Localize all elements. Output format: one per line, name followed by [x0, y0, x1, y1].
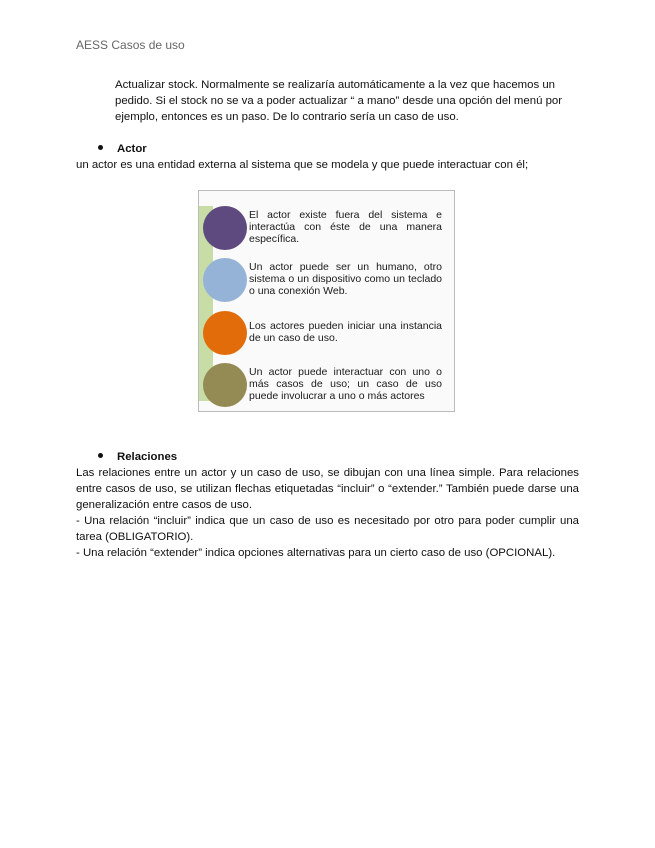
stock-note-paragraph: Actualizar stock. Normalmente se realizaría automáticamente a la vez que hacemos un pedido. Si el stock no se va a poder actualizar “ a mano” desde una opción del menú por ejemplo, entonces es un paso. De lo contrario sería un caso de uso. [115, 79, 563, 123]
circle-purple-icon [203, 206, 247, 250]
bullet-icon [98, 145, 103, 150]
circle-orange-icon [203, 311, 247, 355]
figure-item [203, 311, 448, 359]
actor-intro-paragraph: un actor es una entidad externa al sistema que se modela y que puede interactuar con él; [76, 159, 529, 171]
figure-item-text: Un actor puede ser un humano, otro sistema o un dispositivo como un teclado o una conexión Web. [249, 261, 442, 297]
circle-olive-icon [203, 363, 247, 407]
relaciones-paragraph: - Una relación “extender” indica opciones alternativas para un cierto caso de uso (OPCIONAL). [76, 547, 556, 559]
figure-item [203, 363, 448, 411]
bullet-icon [98, 453, 103, 458]
figure-item [203, 258, 448, 306]
figure-item-text: Los actores pueden iniciar una instancia de un caso de uso. [249, 320, 442, 344]
relaciones-heading [98, 449, 177, 465]
relaciones-paragraph: - Una relación “incluir” indica que un caso de uso es necesitado por otro para poder cumplir una tarea (OBLIGATORIO). [76, 515, 579, 543]
figure-item [203, 206, 448, 254]
circle-blue-icon [203, 258, 247, 302]
figure-item-text: El actor existe fuera del sistema e interactúa con éste de una manera específica. [249, 209, 442, 245]
relaciones-heading-label: Relaciones [117, 451, 178, 463]
actor-diagram-figure [198, 190, 455, 412]
relaciones-paragraph: Las relaciones entre un actor y un caso de uso, se dibujan con una línea simple. Para relaciones entre casos de uso, se utilizan flechas etiquetadas “incluir” o “extender.” También puede darse una generalización entre casos de uso. [76, 467, 579, 511]
relaciones-body [76, 465, 579, 561]
figure-item-text: Un actor puede interactuar con uno o más casos de uso; un caso de uso puede involucrar a uno o más actores [249, 366, 442, 402]
document-header: AESS Casos de uso [76, 38, 185, 52]
actor-heading-label: Actor [117, 143, 147, 155]
actor-heading [98, 141, 147, 157]
